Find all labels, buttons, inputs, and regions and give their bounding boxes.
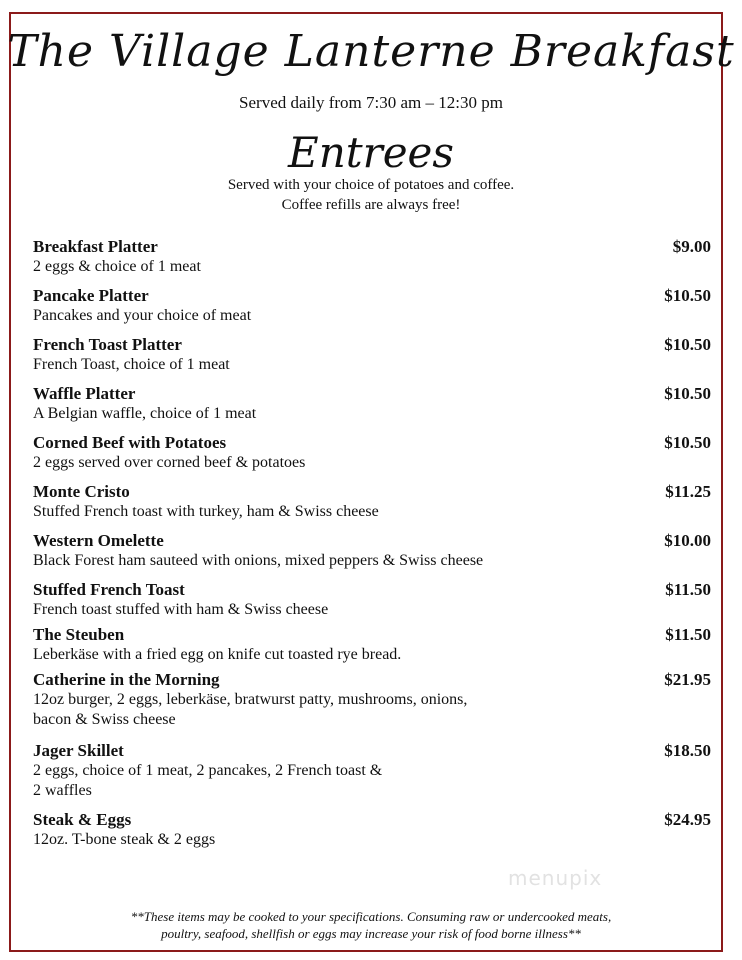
- item-name: Monte Cristo: [33, 482, 130, 501]
- menu-item: [33, 335, 711, 375]
- item-price: $11.50: [665, 580, 711, 599]
- menu-item: [33, 670, 711, 730]
- menu-item: [33, 741, 711, 801]
- menu-item: [33, 482, 711, 522]
- item-name: Stuffed French Toast: [33, 580, 185, 599]
- item-description: 12oz burger, 2 eggs, leberkäse, bratwurst patty, mushrooms, onions, bacon & Swiss cheese: [33, 691, 468, 728]
- item-description: Black Forest ham sauteed with onions, mixed peppers & Swiss cheese: [33, 552, 484, 569]
- item-description: 2 eggs, choice of 1 meat, 2 pancakes, 2 French toast & 2 waffles: [33, 762, 383, 799]
- section-title: Entrees: [288, 128, 454, 177]
- menu-item: [33, 531, 711, 571]
- menu-item: [33, 433, 711, 473]
- item-description: 12oz. T-bone steak & 2 eggs: [33, 831, 216, 848]
- item-description: 2 eggs & choice of 1 meat: [33, 258, 201, 275]
- item-name: The Steuben: [33, 625, 125, 644]
- item-price: $10.50: [664, 286, 711, 305]
- menu-item: [33, 384, 711, 424]
- menu-title: The Village Lanterne Breakfast: [7, 26, 735, 77]
- item-price: $11.50: [665, 625, 711, 644]
- item-name: Corned Beef with Potatoes: [33, 433, 227, 452]
- item-description: Leberkäse with a fried egg on knife cut toasted rye bread.: [33, 646, 402, 663]
- item-name: French Toast Platter: [33, 335, 182, 354]
- item-price: $21.95: [664, 670, 711, 689]
- watermark-logo: menupix: [508, 866, 603, 890]
- item-name: Catherine in the Morning: [33, 670, 220, 689]
- food-safety-disclaimer: [60, 908, 682, 942]
- item-price: $11.25: [665, 482, 711, 501]
- section-note-1: Served with your choice of potatoes and coffee.: [227, 177, 515, 193]
- menu-item: [33, 580, 711, 620]
- item-name: Waffle Platter: [33, 384, 136, 403]
- item-name: Pancake Platter: [33, 286, 149, 305]
- item-name: Western Omelette: [33, 531, 164, 550]
- section-note-2: Coffee refills are always free!: [281, 197, 461, 213]
- menu-item: [33, 625, 711, 665]
- item-description: 2 eggs served over corned beef & potatoes: [33, 454, 306, 471]
- item-price: $18.50: [664, 741, 711, 760]
- item-price: $10.50: [664, 433, 711, 452]
- item-name: Breakfast Platter: [33, 237, 158, 256]
- item-description: French Toast, choice of 1 meat: [33, 356, 230, 373]
- hours-text: Served daily from 7:30 am – 12:30 pm: [239, 93, 503, 112]
- item-price: $10.50: [664, 335, 711, 354]
- item-description: Stuffed French toast with turkey, ham & Swiss cheese: [33, 503, 379, 520]
- item-description: A Belgian waffle, choice of 1 meat: [33, 405, 257, 422]
- item-name: Jager Skillet: [33, 741, 124, 760]
- item-price: $24.95: [664, 810, 711, 829]
- menu-item: [33, 237, 711, 277]
- item-name: Steak & Eggs: [33, 810, 132, 829]
- disclaimer-line-2: poultry, seafood, shellfish or eggs may increase your risk of food borne illness**: [161, 926, 581, 941]
- disclaimer-line-1: **These items may be cooked to your specifications. Consuming raw or undercooked meats,: [130, 909, 612, 924]
- item-price: $10.00: [664, 531, 711, 550]
- item-price: $9.00: [672, 237, 711, 256]
- item-description: French toast stuffed with ham & Swiss cheese: [33, 601, 329, 618]
- menu-item: [33, 810, 711, 850]
- menu-item: [33, 286, 711, 326]
- item-description: Pancakes and your choice of meat: [33, 307, 252, 324]
- item-price: $10.50: [664, 384, 711, 403]
